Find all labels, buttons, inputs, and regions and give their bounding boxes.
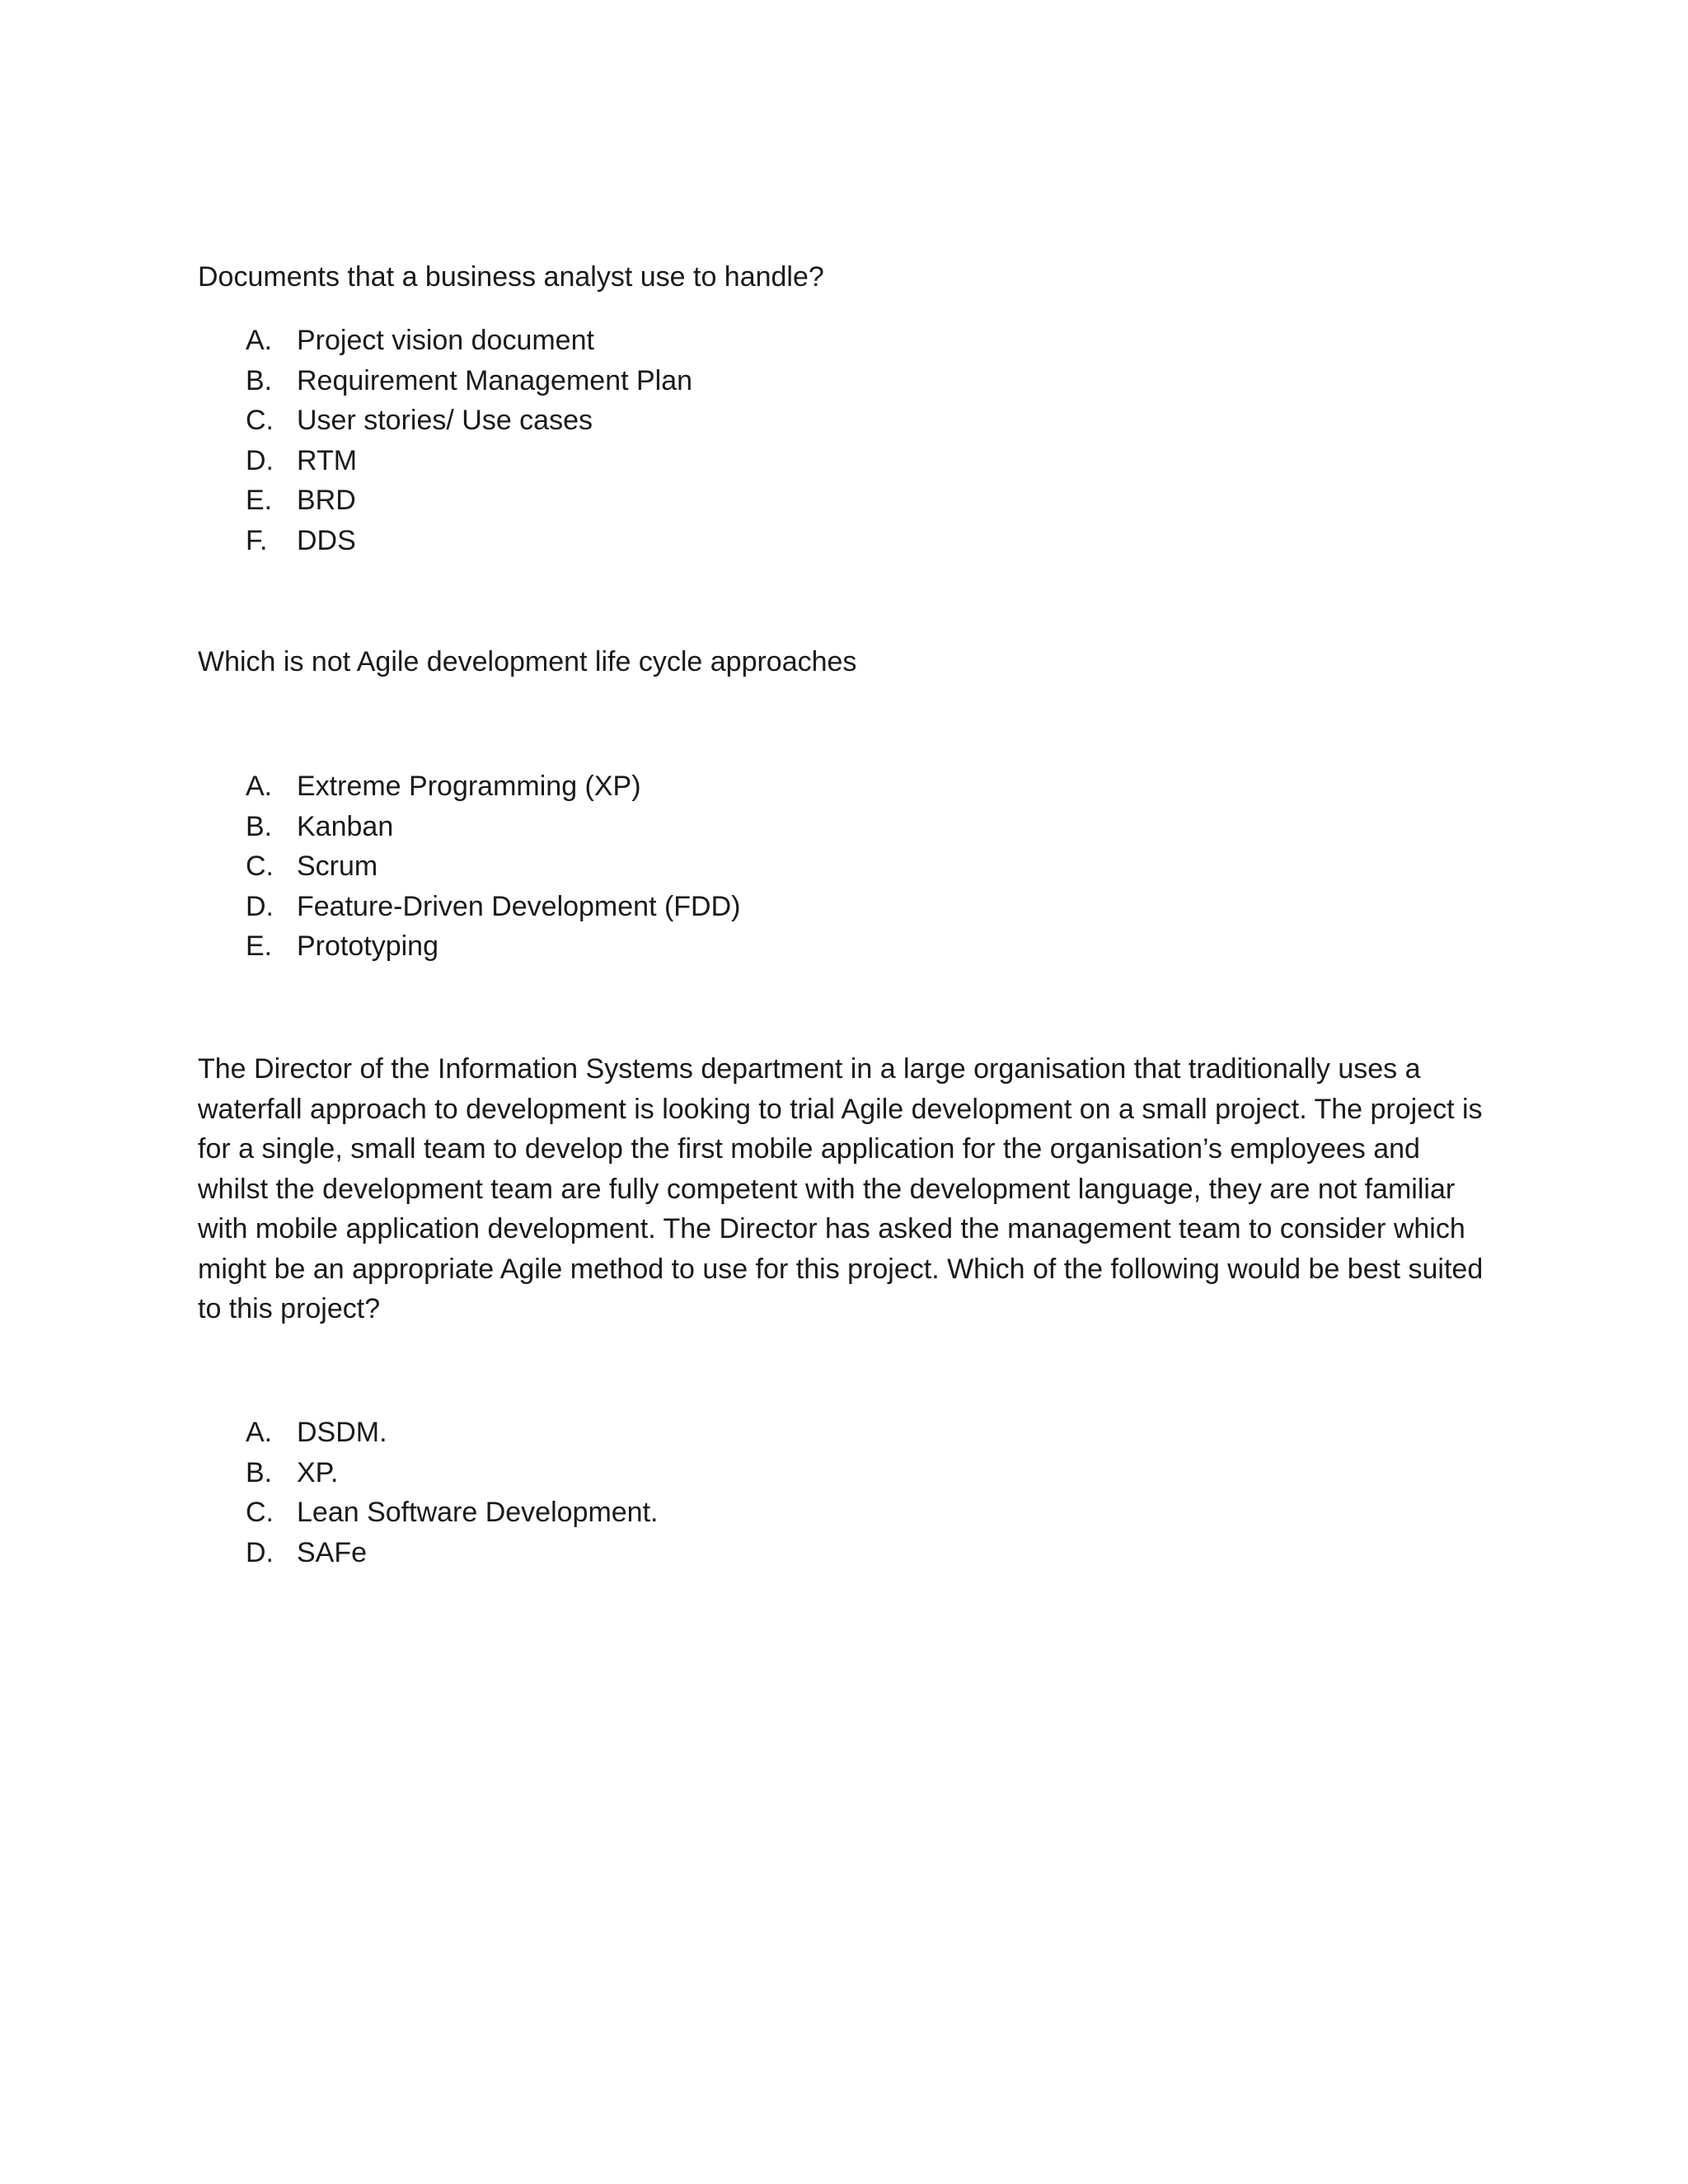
option-letter: E.: [246, 485, 273, 516]
option-item: [246, 887, 741, 927]
option-text: Project vision document: [297, 325, 594, 356]
option-text: Feature-Driven Development (FDD): [297, 890, 741, 922]
option-item: [246, 521, 692, 561]
option-letter: C.: [246, 1497, 274, 1528]
option-text: XP.: [297, 1456, 339, 1488]
option-item: [246, 1413, 658, 1453]
option-text: Lean Software Development.: [297, 1497, 659, 1528]
option-item: [246, 401, 692, 441]
option-text: Extreme Programming (XP): [297, 771, 641, 802]
option-item: [246, 766, 741, 807]
option-letter: D.: [246, 890, 274, 922]
question-3-options: [246, 1413, 658, 1572]
option-item: [246, 361, 692, 401]
option-letter: A.: [246, 771, 273, 802]
option-letter: B.: [246, 810, 273, 842]
option-item: [246, 1533, 658, 1573]
option-text: DDS: [297, 524, 356, 556]
option-text: Scrum: [297, 851, 378, 882]
option-letter: E.: [246, 930, 273, 962]
question-2-text: Which is not Agile development life cycle approaches: [198, 646, 857, 677]
option-item: [246, 441, 692, 481]
question-3-text: The Director of the Information Systems department in a large organisation that traditionally uses a waterfall approach to development is looking to trial Agile development on a small project. The project is for a single, small team to develop the first mobile application for the organisation’s employees and whilst the development team are fully competent with the development language, they are not familiar with mobile application development. The Director has asked the management team to consider which might be an appropriate Agile method to use for this project. Which of the following would be best suited to this project?: [198, 1053, 1484, 1324]
option-letter: C.: [246, 851, 274, 882]
option-letter: B.: [246, 1456, 273, 1488]
option-item: [246, 926, 741, 967]
option-text: DSDM.: [297, 1417, 387, 1448]
option-text: Kanban: [297, 810, 394, 842]
question-2-options: [246, 766, 741, 967]
option-letter: D.: [246, 444, 274, 476]
question-1-options: [246, 321, 692, 560]
option-text: Prototyping: [297, 930, 438, 962]
option-letter: A.: [246, 1417, 273, 1448]
option-letter: D.: [246, 1536, 274, 1568]
question-1-text: Documents that a business analyst use to handle?: [198, 261, 824, 293]
option-text: RTM: [297, 444, 358, 476]
option-text: BRD: [297, 485, 356, 516]
option-letter: C.: [246, 405, 274, 436]
option-item: [246, 846, 741, 887]
option-letter: B.: [246, 364, 273, 396]
option-text: Requirement Management Plan: [297, 364, 693, 396]
option-item: [246, 807, 741, 847]
option-item: [246, 1453, 658, 1493]
option-item: [246, 480, 692, 521]
option-letter: F.: [246, 524, 268, 556]
option-item: [246, 321, 692, 361]
option-text: User stories/ Use cases: [297, 405, 593, 436]
option-letter: A.: [246, 325, 273, 356]
option-text: SAFe: [297, 1536, 368, 1568]
option-item: [246, 1493, 658, 1533]
